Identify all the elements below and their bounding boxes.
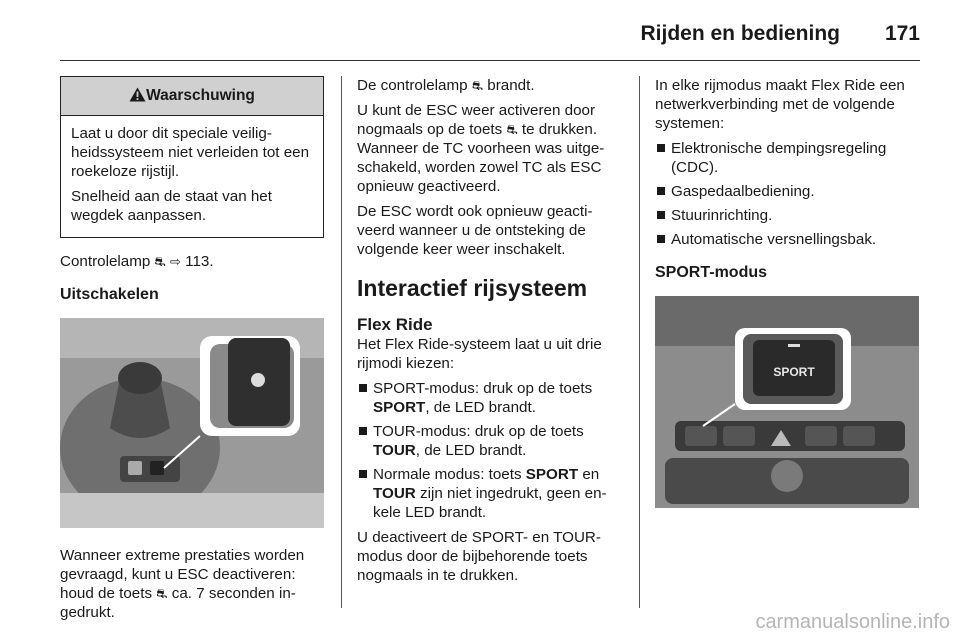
subheading-flex-ride: Flex Ride — [357, 315, 433, 334]
lamp-lit-end: brandt. — [483, 77, 535, 94]
list-item — [655, 206, 923, 225]
section-heading-interactief: Interactief rijsysteem — [357, 275, 588, 301]
list-item-key: SPORT — [525, 466, 579, 483]
section-heading-sport: SPORT-modus — [655, 264, 768, 281]
warning-header — [61, 77, 323, 116]
column-divider-2 — [639, 76, 640, 608]
deactivate-mode-text: U deactiveert de SPORT- en TOUR-modus door de bijbehorende toets nogmaals in te drukken. — [357, 529, 601, 584]
list-item-text: Normale modus: toets — [373, 466, 526, 483]
esc-off-icon: ⛐ — [506, 122, 518, 137]
list-item — [655, 230, 923, 249]
page-header-title: Rijden en bediening — [640, 22, 840, 45]
list-item — [655, 182, 923, 201]
list-item — [357, 465, 627, 522]
control-lamp-text: Controlelamp — [60, 253, 155, 270]
warning-box — [60, 76, 324, 238]
lamp-lit-start: De controlelamp — [357, 77, 472, 94]
warning-text-2: Snelheid aan de staat van het wegdek aanpassen. — [71, 188, 272, 224]
list-item-text: , de LED brandt. — [425, 399, 536, 416]
warning-triangle-icon — [129, 87, 146, 102]
watermark: carmanualsonline.info — [755, 611, 950, 633]
reactivate-start: U kunt de ESC weer activeren door nogmaals op de toets — [357, 102, 596, 138]
sport-button-label: SPORT — [773, 365, 815, 379]
deactivate-text-start: Wanneer extreme prestaties worden gevraagd, kunt u ESC deactiveren: houd de toets — [60, 547, 305, 602]
lamp-lit-text — [357, 76, 627, 95]
list-item — [655, 139, 923, 177]
gear-shift-esc-button-photo — [60, 318, 324, 528]
page-number: 171 — [884, 22, 920, 45]
sport-button-console-photo — [655, 296, 919, 508]
column-3 — [655, 76, 923, 508]
list-item-key: TOUR — [373, 442, 416, 459]
list-item-text: Automatische versnellingsbak. — [671, 231, 877, 248]
column-1 — [60, 76, 324, 628]
control-lamp-page: 113. — [180, 253, 214, 270]
list-item-key: TOUR — [373, 485, 416, 502]
list-item-text: zijn niet ingedrukt, geen en-kele LED brandt. — [373, 485, 607, 521]
list-item — [357, 422, 627, 460]
list-item — [357, 379, 627, 417]
list-item-text: TOUR-modus: druk op de toets — [373, 423, 584, 440]
esc-off-icon: ⛐ — [154, 254, 166, 269]
reactivate-end: te drukken. Wanneer de TC voorheen was uitge-schakeld, worden zowel TC als ESC opnieuw geactiveerd. — [357, 121, 605, 195]
list-item-text: Gaspedaalbediening. — [671, 183, 815, 200]
section-heading-uitschakelen: Uitschakelen — [60, 286, 159, 303]
flex-ride-intro: Het Flex Ride-systeem laat u uit drie rijmodi kiezen: — [357, 336, 602, 372]
column-divider-1 — [341, 76, 342, 608]
warning-body — [61, 116, 323, 237]
list-item-text: SPORT-modus: druk op de toets — [373, 380, 593, 397]
header-divider — [60, 60, 920, 61]
systems-list — [655, 139, 923, 249]
deactivate-instruction — [60, 546, 324, 622]
network-intro: In elke rijmodus maakt Flex Ride een netwerkverbinding met de volgende systemen: — [655, 77, 905, 132]
list-item-text: , de LED brandt. — [415, 442, 527, 459]
list-item-text: Stuurinrichting. — [671, 207, 773, 224]
warning-text-1: Laat u door dit speciale veilig-heidssysteem niet verleiden tot een roekeloze rijstijl. — [71, 125, 310, 180]
list-item-text: Elektronische dempingsregeling (CDC). — [671, 140, 887, 176]
mode-list — [357, 379, 627, 522]
esc-off-icon: ⛐ — [156, 586, 168, 601]
page-header — [60, 10, 920, 58]
warning-title: Waarschuwing — [146, 87, 255, 104]
page-ref-arrow-icon: ⇨ — [170, 254, 181, 269]
esc-off-icon: ⛐ — [471, 78, 484, 93]
deactivate-text-end: ca. 7 seconden in-gedrukt. — [60, 585, 296, 621]
control-lamp-reference — [60, 252, 324, 271]
column-2 — [357, 76, 627, 591]
reactivate-text — [357, 101, 627, 196]
list-item-key: SPORT — [373, 399, 426, 416]
list-item-text: en — [578, 466, 600, 483]
ignition-text: De ESC wordt ook opnieuw geacti-veerd wanneer u de ontsteking de volgende keer weer inschakelt. — [357, 203, 593, 258]
